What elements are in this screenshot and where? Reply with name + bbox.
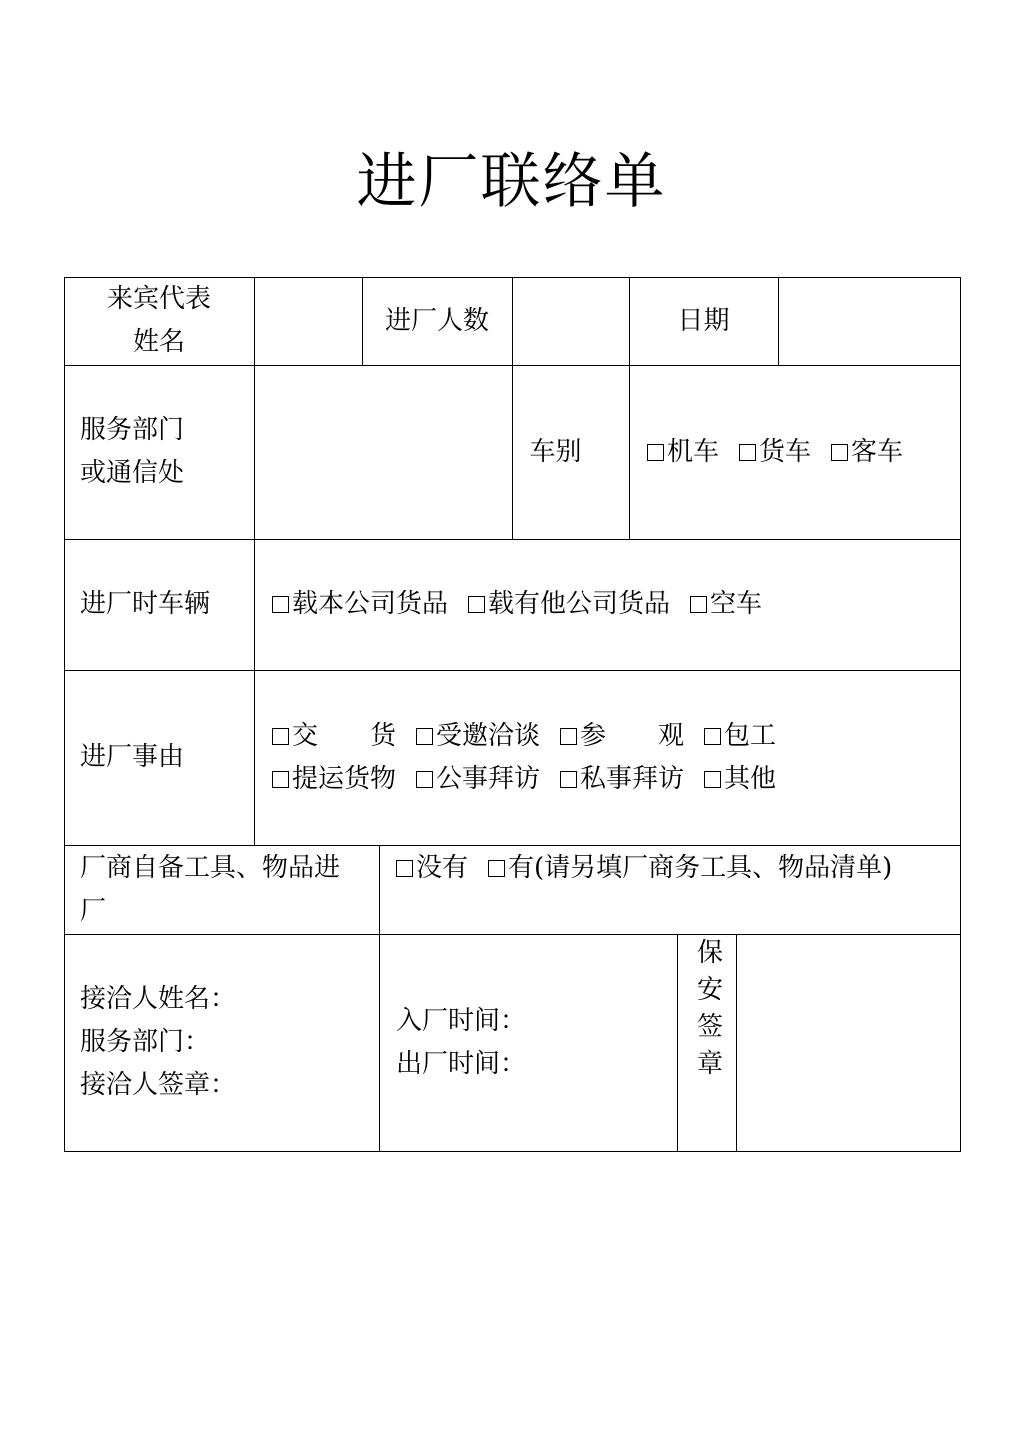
department-label xyxy=(80,365,254,539)
vehicle-status-label-text: 进厂时车辆 xyxy=(80,589,211,619)
department-label-line1: 服务部门 xyxy=(80,415,185,445)
option-label: 其他 xyxy=(724,763,777,794)
table-border-left xyxy=(64,277,65,1152)
option-label: 没有 xyxy=(416,853,469,883)
option-label: 货车 xyxy=(759,436,812,467)
option-label: 空车 xyxy=(710,589,763,619)
contact-department-label: 服务部门： xyxy=(80,1027,211,1057)
checkbox[interactable] xyxy=(488,860,505,877)
contact-form-table xyxy=(64,277,961,1152)
visitor-name-label-line2: 姓名 xyxy=(132,327,185,357)
table-border-bottom xyxy=(64,1151,961,1152)
visitor-name-label-line1: 来宾代表 xyxy=(106,284,211,314)
checkbox[interactable] xyxy=(831,444,848,461)
checkbox[interactable] xyxy=(468,596,485,613)
tools-label-line1: 厂商自备工具、物品进 xyxy=(80,852,341,883)
checkbox[interactable] xyxy=(739,444,756,461)
security-seal-label xyxy=(678,934,736,1155)
visitor-count-label-text: 进厂人数 xyxy=(384,305,489,336)
reason-options xyxy=(272,670,959,845)
visitor-count-field[interactable] xyxy=(513,278,628,364)
option-label: 有(请另填厂商务工具、物品清单) xyxy=(508,853,893,883)
tools-options xyxy=(396,845,960,936)
option-label: 提运货物 xyxy=(292,763,397,794)
tools-label xyxy=(80,845,379,934)
checkbox[interactable] xyxy=(647,444,664,461)
contact-seal-label: 接洽人签章： xyxy=(80,1070,237,1100)
checkbox[interactable] xyxy=(272,771,289,788)
reason-options-row2 xyxy=(272,758,776,801)
checkbox[interactable] xyxy=(560,771,577,788)
checkbox[interactable] xyxy=(272,728,289,745)
time-labels xyxy=(396,934,677,1151)
reason-option-business-visit[interactable] xyxy=(416,758,540,801)
vehicle-status-options xyxy=(272,539,959,670)
checkbox[interactable] xyxy=(272,596,289,613)
option-label: 载有他公司货品 xyxy=(488,589,671,619)
department-label-line2: 或通信处 xyxy=(80,458,185,488)
checkbox[interactable] xyxy=(416,771,433,788)
date-label-text: 日期 xyxy=(677,305,730,336)
vehicle-type-option-car[interactable] xyxy=(831,431,903,474)
reason-label xyxy=(80,670,254,845)
entry-time-label: 入厂时间： xyxy=(396,1005,527,1036)
option-label: 机车 xyxy=(667,436,720,467)
vehicle-status-option-other-goods[interactable] xyxy=(468,583,670,626)
option-label: 参 观 xyxy=(580,720,685,751)
column-divider xyxy=(379,845,380,1152)
date-label xyxy=(629,277,778,365)
vehicle-type-label-text: 车别 xyxy=(529,436,582,467)
checkbox[interactable] xyxy=(416,728,433,745)
vehicle-status-option-empty[interactable] xyxy=(690,583,762,626)
reason-option-invited-talks[interactable] xyxy=(416,715,540,758)
tools-option-none[interactable] xyxy=(396,847,468,890)
checkbox[interactable] xyxy=(704,771,721,788)
visitor-count-label xyxy=(362,277,512,365)
option-label: 包工 xyxy=(724,720,777,751)
security-seal-field[interactable] xyxy=(737,935,959,1150)
department-field[interactable] xyxy=(255,366,511,538)
form-title: 进厂联络单 xyxy=(356,147,667,217)
reason-option-visit[interactable] xyxy=(560,715,684,758)
checkbox[interactable] xyxy=(690,596,707,613)
option-label: 交 货 xyxy=(292,720,397,751)
tools-option-yes[interactable] xyxy=(488,847,892,890)
vehicle-type-option-motorcycle[interactable] xyxy=(647,431,719,474)
visitor-name-field[interactable] xyxy=(255,278,361,364)
option-label: 公事拜访 xyxy=(436,763,541,794)
reason-option-other[interactable] xyxy=(704,758,776,801)
security-seal-label-text: 保安签章 xyxy=(692,938,723,1086)
vehicle-type-options xyxy=(647,365,959,539)
option-label: 受邀洽谈 xyxy=(436,720,541,751)
visitor-name-label xyxy=(64,277,254,365)
vehicle-status-label xyxy=(80,539,254,670)
checkbox[interactable] xyxy=(704,728,721,745)
option-label: 私事拜访 xyxy=(580,763,685,794)
contact-info-labels xyxy=(80,934,379,1151)
tools-label-line2: 厂 xyxy=(80,895,107,926)
reason-label-text: 进厂事由 xyxy=(80,742,185,772)
table-border-right xyxy=(960,277,961,1152)
vehicle-type-label xyxy=(512,365,599,539)
date-field[interactable] xyxy=(779,278,959,364)
exit-time-label: 出厂时间： xyxy=(396,1048,527,1079)
contact-name-label: 接洽人姓名： xyxy=(80,984,237,1014)
reason-option-delivery[interactable] xyxy=(272,715,396,758)
checkbox[interactable] xyxy=(396,860,413,877)
vehicle-status-option-own-goods[interactable] xyxy=(272,583,448,626)
checkbox[interactable] xyxy=(560,728,577,745)
reason-option-private-visit[interactable] xyxy=(560,758,684,801)
option-label: 客车 xyxy=(851,436,904,467)
reason-options-row1 xyxy=(272,715,776,758)
reason-option-pickup-goods[interactable] xyxy=(272,758,396,801)
reason-option-contract-work[interactable] xyxy=(704,715,776,758)
vehicle-type-option-truck[interactable] xyxy=(739,431,811,474)
option-label: 载本公司货品 xyxy=(292,589,449,619)
